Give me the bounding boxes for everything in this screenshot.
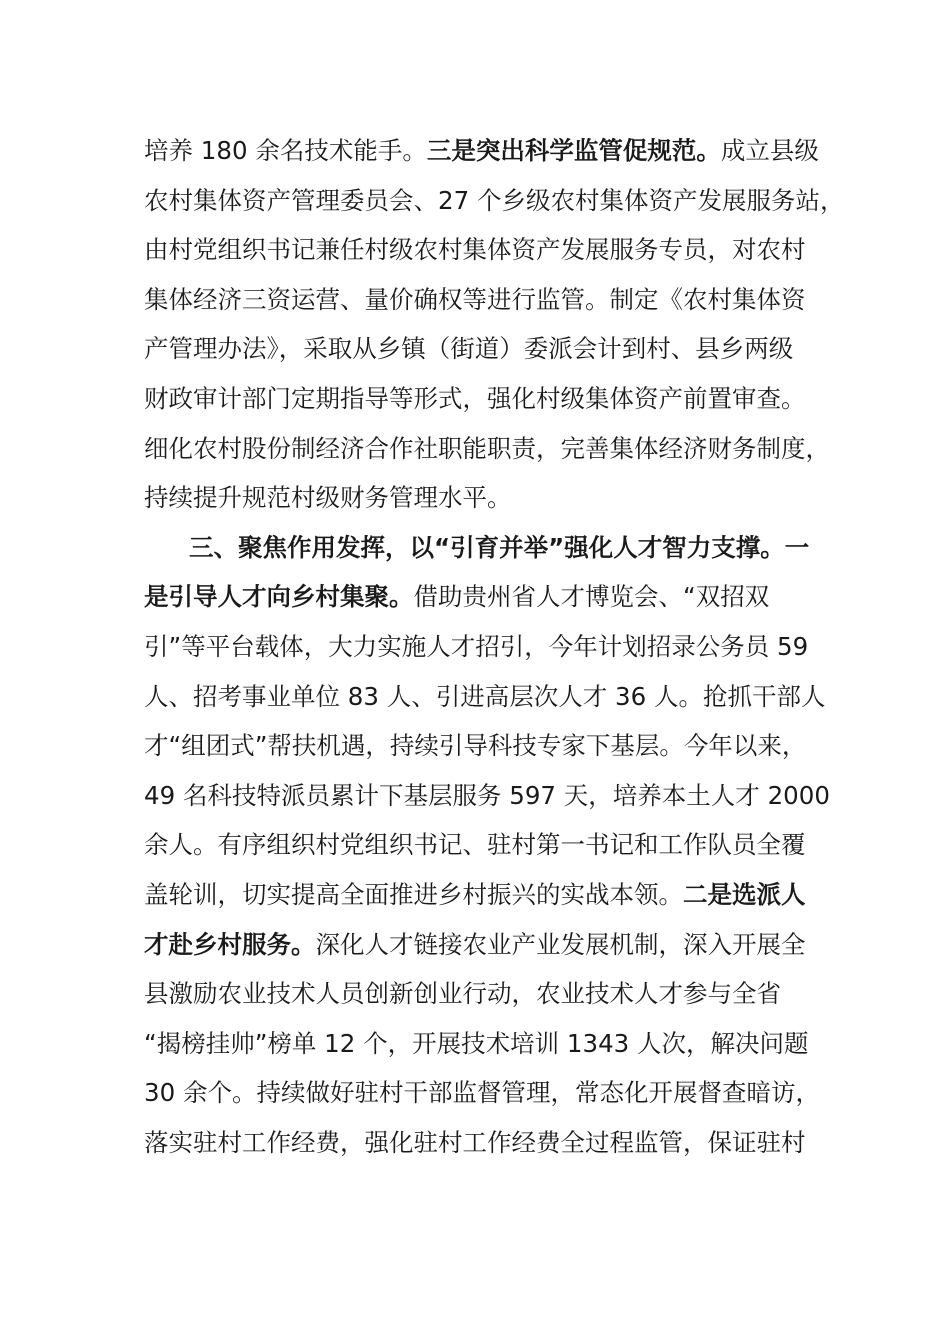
text-line (144, 622, 814, 672)
bold-heading-segment: 三、聚焦作用发挥，以“引育并举”强化人才智力支撑。一 (189, 532, 810, 562)
text-line (144, 1019, 814, 1069)
bold-heading-segment: 三是突出科学监管促规范。 (426, 136, 721, 165)
text-segment: 细化农村股份制经济合作社职能职责，完善集体经济财务制度， (144, 433, 830, 463)
text-segment: 才“组团式”帮扶机遇，持续引导科技专家下基层。今年以来， (144, 731, 807, 761)
text-line (144, 920, 814, 970)
text-segment: 产管理办法》，采取从乡镇（街道）委派会计到村、县乡两级 (144, 334, 794, 364)
text-line (144, 523, 814, 573)
text-line (144, 424, 830, 474)
text-segment: 财政审计部门定期指导等形式，强化村级集体资产前置审查。 (144, 383, 806, 413)
bold-heading-segment: 是引导人才向乡村集聚。 (144, 582, 414, 612)
text-segment: 县激励农业技术人员创新创业行动，农业技术人才参与全省 (144, 979, 781, 1009)
text-segment: 49 名科技特派员累计下基层服务 597 天，培养本土人才 2000 (144, 780, 830, 810)
bold-heading-segment: 才赴乡村服务。 (144, 929, 316, 959)
text-line (144, 374, 814, 424)
text-segment: 培养 180 余名技术能手。 (144, 136, 427, 165)
text-line (144, 969, 814, 1019)
text-line (144, 176, 845, 226)
text-line (144, 473, 814, 523)
text-segment: 人、招考事业单位 83 人、引进高层次人才 36 人。抢抓干部人 (144, 681, 826, 711)
text-segment: 深化人才链接农业产业发展机制，深入开展全 (315, 929, 806, 959)
text-segment: 由村党组织书记兼任村级农村集体资产发展服务专员，对农村 (144, 235, 806, 265)
text-line (144, 1068, 820, 1118)
text-line (144, 721, 814, 771)
text-segment: 成立县级 (720, 136, 819, 165)
text-segment: 落实驻村工作经费，强化驻村工作经费全过程监管，保证驻村 (144, 1127, 806, 1157)
text-line (144, 572, 814, 622)
text-line (144, 672, 826, 722)
text-line (144, 324, 814, 374)
text-segment: 集体经济三资运营、量价确权等进行监管。制定《农村集体资 (144, 284, 806, 314)
text-line (144, 820, 814, 870)
text-segment: 引”等平台载体，大力实施人才招引，今年计划招录公务员 59 (144, 631, 809, 661)
text-segment: 农村集体资产管理委员会、27 个乡级农村集体资产发展服务站， (144, 185, 845, 215)
text-line (144, 1118, 814, 1168)
text-line (144, 771, 830, 821)
text-line (144, 870, 814, 920)
text-segment: “揭榜挂帅”榜单 12 个，开展技术培训 1343 人次，解决问题 (144, 1028, 809, 1058)
document-body (144, 126, 845, 1167)
text-line (144, 126, 819, 176)
text-line (144, 225, 814, 275)
text-segment: 余人。有序组织村党组织书记、驻村第一书记和工作队员全覆 (144, 830, 806, 860)
text-segment: 持续提升规范村级财务管理水平。 (144, 483, 512, 513)
text-segment: 盖轮训，切实提高全面推进乡村振兴的实战本领。 (144, 879, 683, 909)
text-segment: 30 余个。持续做好驻村干部监督管理，常态化开展督查暗访， (144, 1078, 820, 1108)
bold-heading-segment: 二是选派人 (683, 879, 806, 909)
text-segment: 借助贵州省人才博览会、“双招双 (413, 582, 770, 612)
text-line (144, 275, 814, 325)
